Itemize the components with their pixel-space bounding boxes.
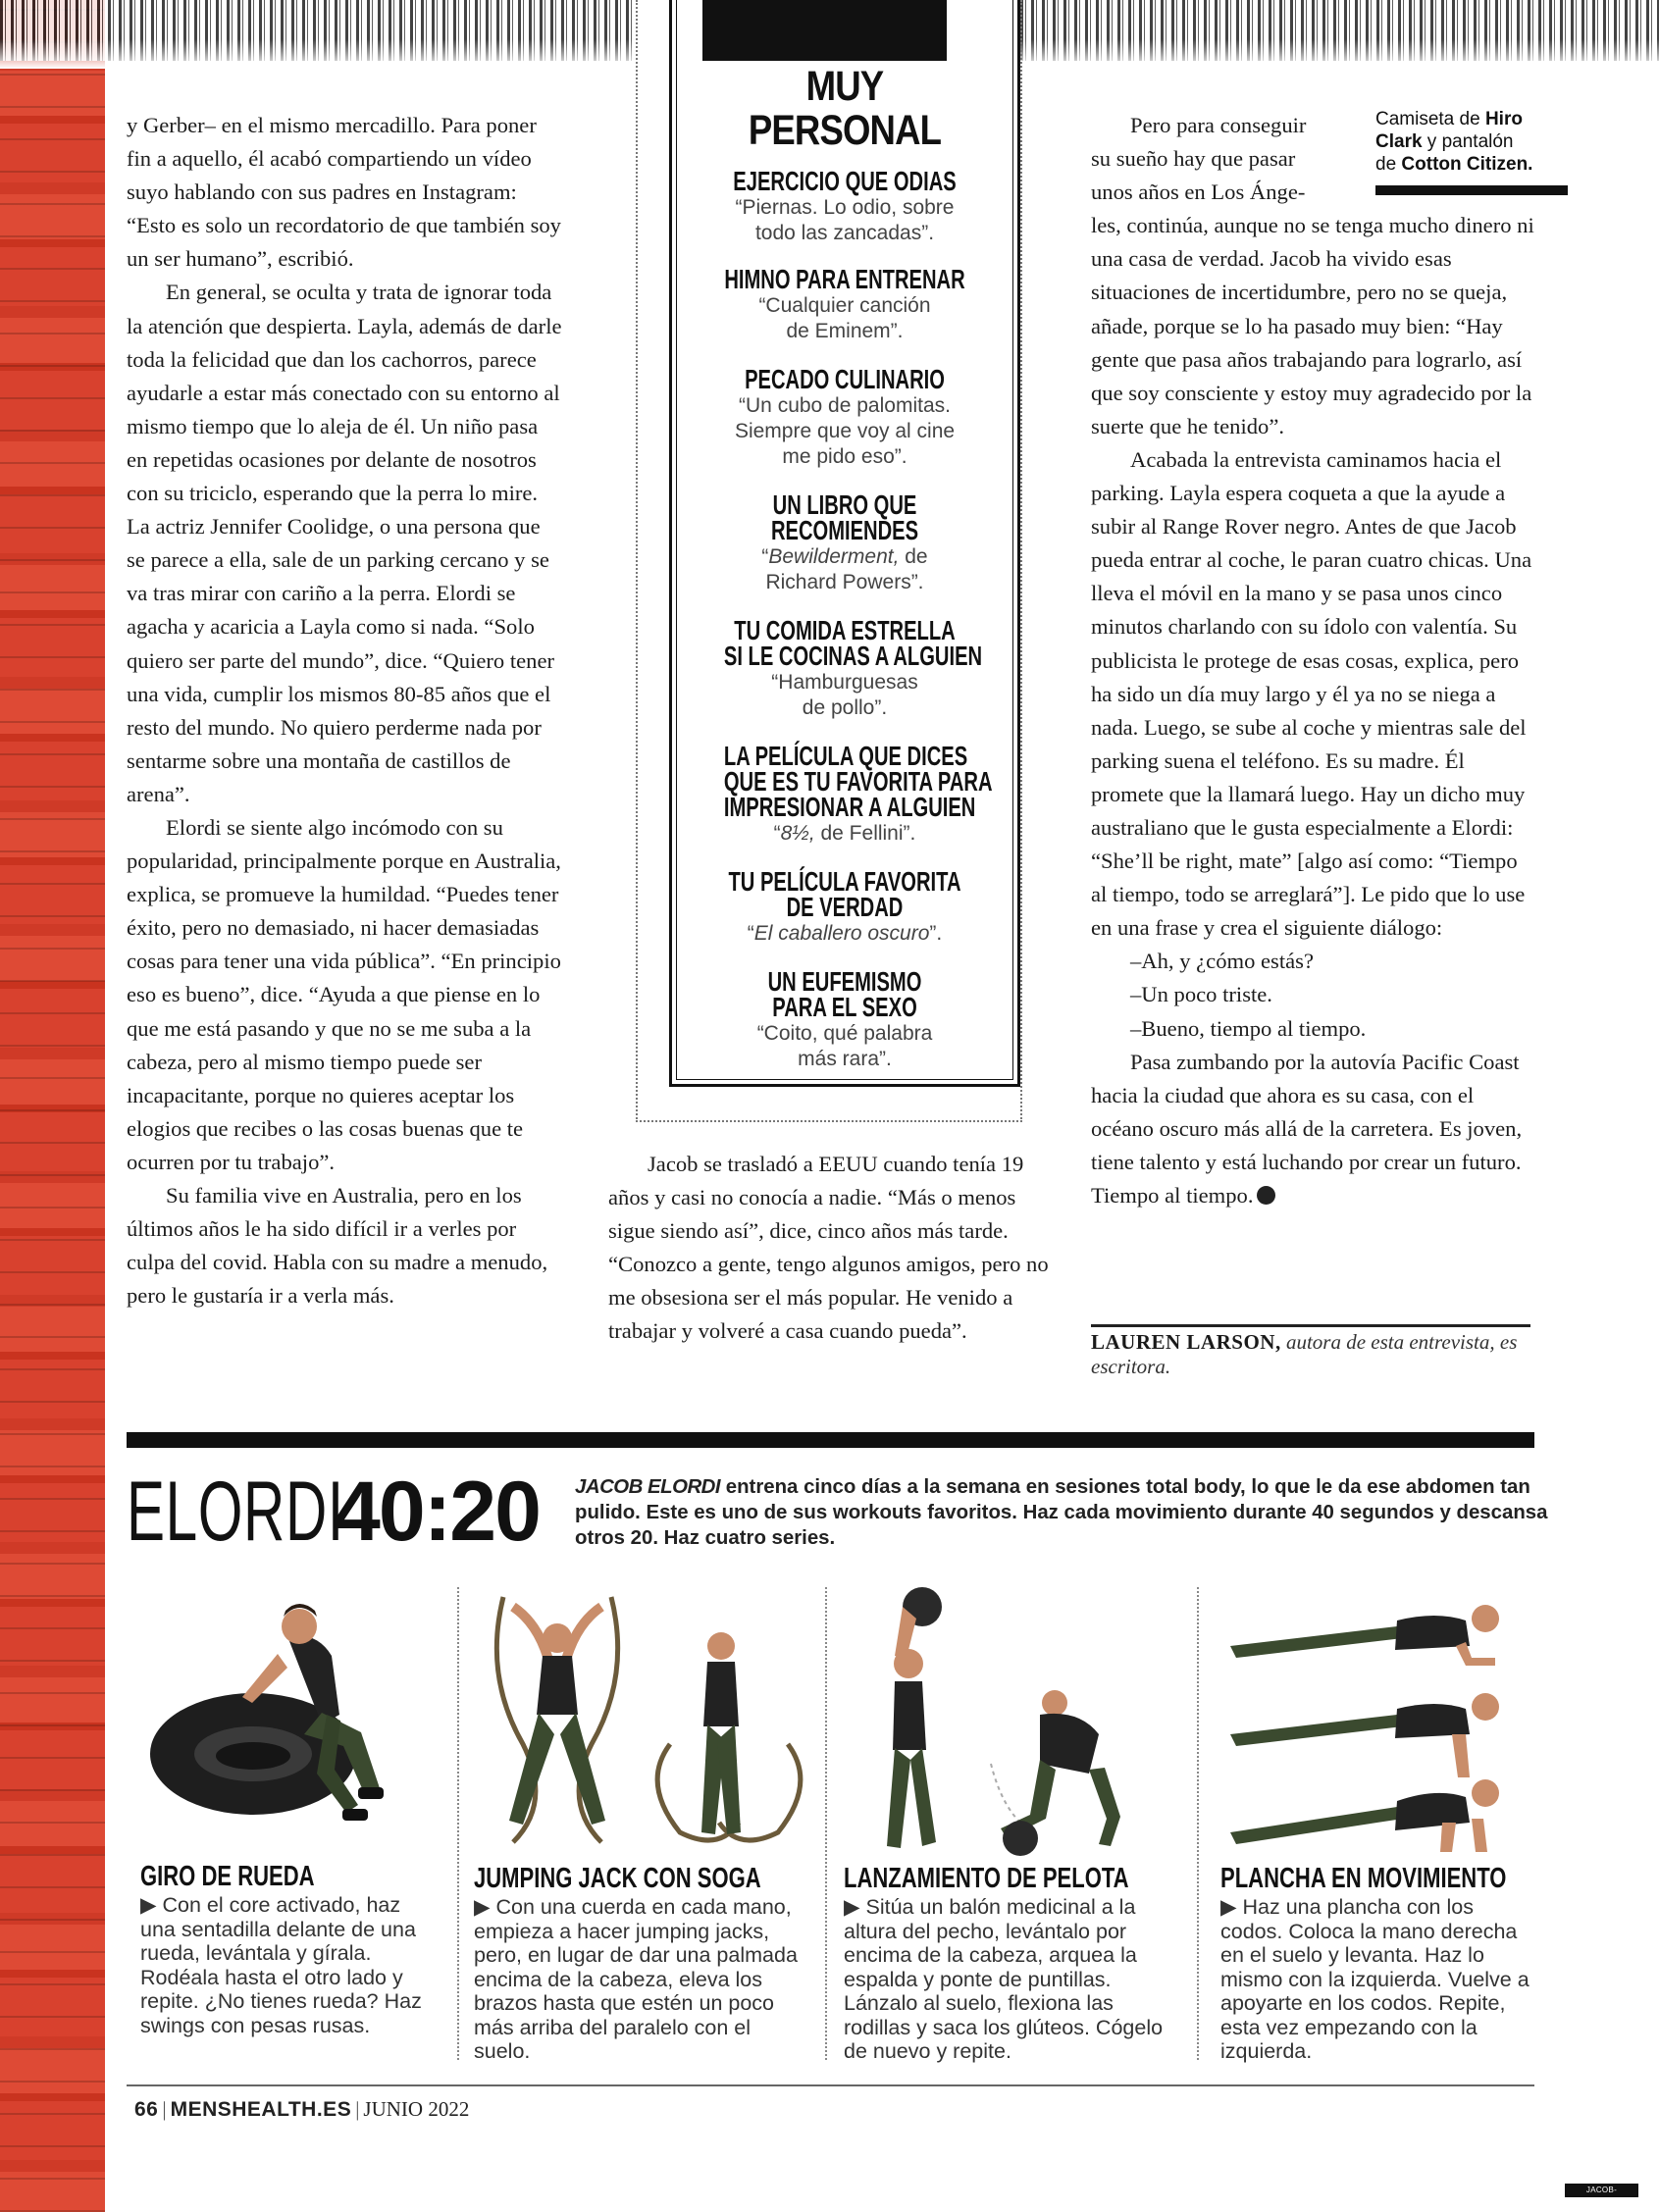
sidebar-item	[677, 966, 1012, 1072]
paragraph: Jacob se trasladó a EEUU cuando tenía 19 años y casi no conocía a nadie. “Más o menos sigue siendo así”, dice, cinco años más tarde. “Conozco a gente, tengo algunos amigos, pero no me obsesiona ser el más popular. He venido a trabajar y volveré a casa cuando pueda”.	[608, 1152, 1049, 1344]
sidebar-question: UN LIBRO QUE	[772, 489, 917, 520]
byline-rule	[1091, 1324, 1530, 1327]
article-column-1	[127, 109, 563, 1312]
sidebar-answer: “Coito, qué palabra más rara”.	[756, 1022, 933, 1070]
author-byline	[1091, 1330, 1542, 1379]
dialog-line: –Bueno, tiempo al tiempo.	[1130, 1015, 1367, 1041]
sidebar-question: SI LE COCINAS A ALGUIEN	[723, 641, 983, 671]
paragraph: les, continúa, aunque no se tenga mucho dinero ni una casa de verdad. Jacob ha vivido esas situaciones de incertidumbre, pero no se queja, añade, porque se lo ha pasado muy bien: “Hay gente que pasa años trabajando para lograrlo, así que soy consciente y estoy muy agradecido por la suerte que he tenido”.	[1091, 213, 1534, 438]
article-column-3	[1091, 109, 1534, 1212]
exercise-name: GIRO DE RUEDA	[140, 1861, 315, 1892]
workout-title-word: ELORDI	[127, 1465, 344, 1559]
battle-rope-illustration	[474, 1587, 812, 1852]
sidebar-answer: “Un cubo de palomitas. Siempre que voy al cine me pido eso”.	[734, 394, 956, 468]
sidebar-item	[677, 364, 1012, 470]
page-number: 66	[134, 2098, 159, 2121]
sidebar-question: PARA EL SEXO	[772, 992, 917, 1022]
sidebar-question: RECOMIENDES	[770, 515, 919, 545]
sidebar-answer: “8½, de Fellini”.	[773, 822, 916, 845]
exercise-name: JUMPING JACK CON SOGA	[474, 1863, 761, 1894]
sidebar-answer: “Cualquier canción de Eminem”.	[758, 294, 931, 342]
exercise-divider	[457, 1587, 459, 2060]
sidebar-answer: “Hamburguesas de pollo”.	[771, 671, 918, 719]
paragraph: Elordi se siente algo incómodo con su popularidad, principalmente porque en Australia, explica, se promueve la humildad. “Puedes tener éxito, pero no demasiado, ni hacer demasiadas cosas para tener una vida pública”. “En principio eso es bueno”, dice. “Ayuda a que piense en lo que me está pasando y que no se me suba a la cabeza, pero al mismo tiempo puede ser incapacitante, porque no quieres aceptar los elogios que recibes o las cosas buenas que te ocurren por tu trabajo”.	[127, 814, 561, 1174]
sidebar-item	[677, 615, 1012, 721]
texture-fade-left	[0, 39, 633, 69]
page-footer: 66 | MENSHEALTH.ES | JUNIO 2022	[134, 2097, 470, 2121]
sidebar-question: HIMNO PARA ENTRENAR	[724, 264, 965, 294]
paragraph: Pasa zumbando por la autovía Pacific Coast hacia la ciudad que ahora es su casa, con el océano oscuro más allá de la carretera. Es joven, tiene talento y está luchando por crear un futuro. Tiempo al tiempo.	[1091, 1049, 1523, 1208]
red-brush-strip	[0, 0, 105, 2212]
workout-intro: JACOB ELORDI entrena cinco días a la semana en sesiones total body, lo que le da ese abdomen tan pulido. Este es uno de sus workouts favoritos. Haz cada movimiento durante 40 segundos y descansa otros 20. Haz cuatro series.	[575, 1476, 1548, 1549]
sidebar-item	[677, 489, 1012, 595]
exercise-divider	[1197, 1587, 1199, 2060]
footer-site: MENSHEALTH.ES	[170, 2098, 352, 2121]
footer-date: JUNIO 2022	[363, 2097, 470, 2121]
article-column-2	[608, 1148, 1052, 1349]
end-of-article-icon	[1257, 1186, 1275, 1205]
sidebar-item	[677, 741, 1012, 847]
moving-plank-illustration	[1220, 1587, 1534, 1852]
sidebar-question: PECADO CULINARIO	[745, 364, 945, 394]
sidebar-item	[677, 264, 1012, 344]
paragraph-line: unos años en Los Ánge-	[1091, 180, 1306, 205]
photo-caption: Camiseta de Hiro Clark y pantalón de Cotton Citizen.	[1375, 109, 1533, 175]
sidebar-item	[677, 866, 1012, 947]
sidebar-question: TU COMIDA ESTRELLA	[734, 615, 956, 645]
sidebar-answer: “Piernas. Lo odio, sobre todo las zancadas”.	[735, 196, 955, 244]
exercise-description: ▶ Haz una plancha con los codos. Coloca la mano derecha en el suelo y levanta. Haz lo mismo con la izquierda. Vuelve a apoyarte en los codos. Repite, esta vez empezando con la izquierda.	[1220, 1895, 1529, 2063]
paragraph: Acabada la entrevista caminamos hacia el parking. Layla espera coqueta a que la ayude a subir al Range Rover negro. Antes de que Jacob pueda entrar al coche, le paran cuatro chicas. Una lleva el móvil en la mano y se pasa unos cinco minutos charlando con su ídolo con valentía. Su publicista le protege de esas cosas, explica, pero ha sido un día muy largo y él ya no se niega a nada. Luego, se sube al coche y mientras sale del parking suena el teléfono. Es su madre. Él promete que la llamará luego. Hay un dicho muy australiano que le gusta especialmente a Elordi: “She’ll be right, mate” [algo así como: “Tiempo al tiempo, todo se arreglará”]. Le pido que lo use en una frase y crea el siguiente diálogo:	[1091, 446, 1532, 941]
tire-flip-illustration	[140, 1587, 435, 1842]
exercise-description: ▶ Sitúa un balón medicinal a la altura del pecho, levántalo por encima de la cabeza, arquea la espalda y ponte de puntillas. Lánzalo al suelo, flexiona las rodillas y saca los glúteos. Cógelo de nuevo y repite.	[844, 1895, 1164, 2063]
workout-title	[127, 1465, 540, 1559]
texture-fade-right	[1020, 39, 1659, 69]
sidebar-item	[677, 166, 1012, 246]
ball-slam-illustration	[844, 1587, 1182, 1858]
watermark: JACOB-ELORDI.COM	[1565, 2184, 1638, 2197]
sidebar-answer: “El caballero oscuro”.	[747, 922, 943, 945]
footer-rule	[127, 2084, 1534, 2086]
sidebar-question: EJERCICIO QUE ODIAS	[733, 166, 957, 196]
exercise-name: LANZAMIENTO DE PELOTA	[844, 1863, 1129, 1894]
caption-bar	[1375, 185, 1568, 195]
sidebar-question: IMPRESIONAR A ALGUIEN	[723, 792, 976, 822]
paragraph: y Gerber– en el mismo mercadillo. Para poner fin a aquello, él acabó compartiendo un vídeo suyo hablando con sus padres en Instagram: “Esto es solo un recordatorio de que también soy un ser humano”, escribió.	[127, 113, 561, 272]
paragraph-line: su sueño hay que pasar	[1091, 146, 1296, 172]
exercise-description: ▶ Con el core activado, haz una sentadilla delante de una rueda, levántala y gírala. Rodéala hasta el otro lado y repite. ¿No tienes rueda? Haz swings con pesas rusas.	[140, 1893, 422, 2037]
sidebar-question: LA PELÍCULA QUE DICES	[723, 741, 968, 771]
paragraph-line: Pero para conseguir	[1130, 113, 1307, 137]
sidebar-question: TU PELÍCULA FAVORITA	[728, 866, 961, 897]
paragraph: En general, se oculta y trata de ignorar toda la atención que despierta. Layla, además de darle toda la felicidad que dan los cachorros, parece ayudarle a estar más conectado con su entorno al mismo tiempo que lo aleja de él. Un niño pasa en repetidas ocasiones por delante de nosotros con su triciclo, esperando que la perra lo mire. La actriz Jennifer Coolidge, o una persona que se parece a ella, sale de un parking cercano y se va tras mirar con cariño a la perra. Elordi se agacha y acaricia a Layla como si nada. “Solo quiero ser parte del mundo”, dice. “Quiero tener una vida, cumplir los mismos 80-85 años que el resto del mundo. No quiero perderme nada por sentarme sobre una montaña de castillos de arena”.	[127, 280, 562, 806]
paragraph: Su familia vive en Australia, pero en los últimos años le ha sido difícil ir a verles por culpa del covid. Habla con su madre a menudo, pero le gustaría ir a verla más.	[127, 1183, 548, 1309]
dialog-line: –Ah, y ¿cómo estás?	[1130, 949, 1314, 974]
sidebar-photo-bottom	[702, 0, 947, 61]
sidebar-title-line: MUY	[805, 63, 884, 110]
section-rule	[127, 1432, 1534, 1448]
exercise-description: ▶ Con una cuerda en cada mano, empieza a hacer jumping jacks, pero, en lugar de dar una palmada encima de la cabeza, eleva los brazos hasta que estén un poco más arriba del paralelo con el suelo.	[474, 1895, 798, 2063]
sidebar-question: DE VERDAD	[786, 892, 904, 922]
exercise-divider	[825, 1587, 827, 2060]
dialog-line: –Un poco triste.	[1130, 982, 1272, 1007]
sidebar-question: UN EUFEMISMO	[767, 966, 922, 997]
sidebar-title	[702, 65, 988, 153]
author-name: LAUREN LARSON,	[1091, 1330, 1281, 1354]
exercise-name: PLANCHA EN MOVIMIENTO	[1220, 1863, 1507, 1894]
author-description: autora de esta entrevista, es escritora.	[1091, 1330, 1518, 1378]
sidebar-title-line: PERSONAL	[748, 107, 942, 154]
workout-title-number: 40:20	[334, 1465, 540, 1559]
sidebar-question: QUE ES TU FAVORITA PARA	[723, 766, 993, 797]
sidebar-answer: “Bewilderment, de Richard Powers”.	[761, 545, 928, 593]
